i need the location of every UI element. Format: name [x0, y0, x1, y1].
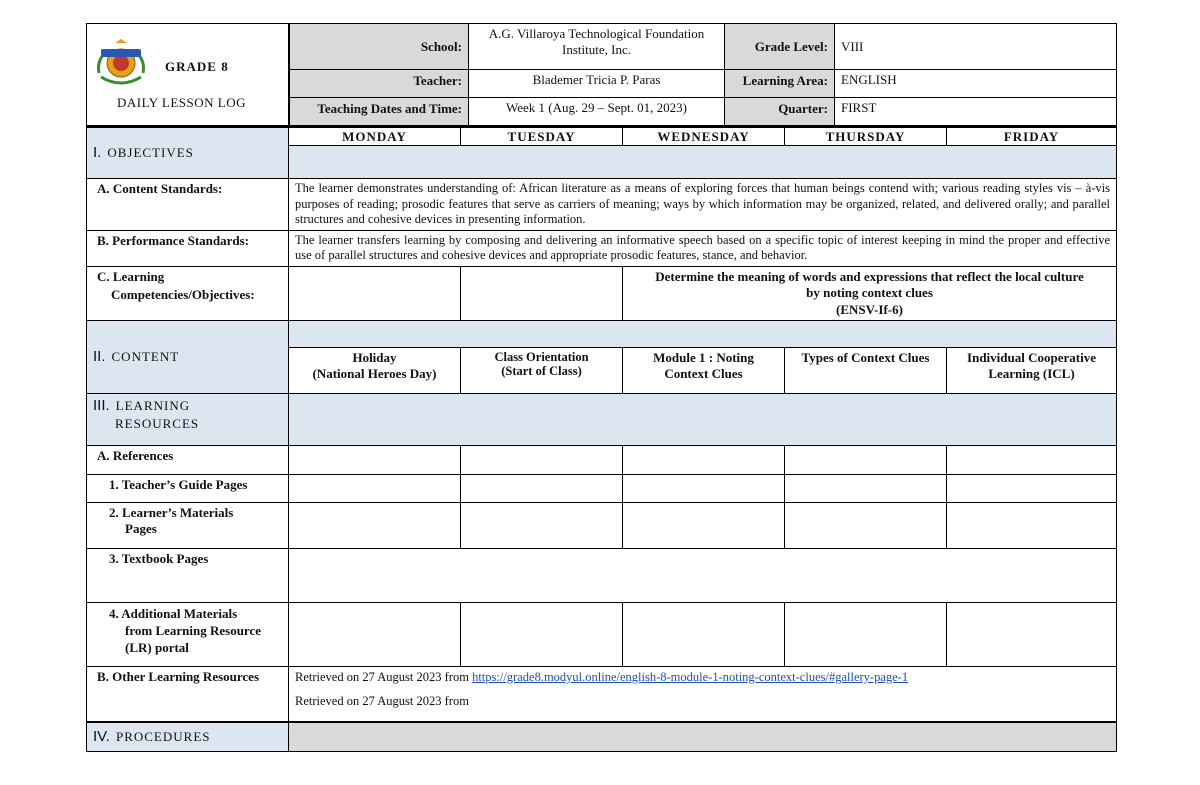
content-section-label — [87, 321, 289, 394]
content-thursday: Types of Context Clues — [785, 348, 947, 394]
dates-value: Week 1 (Aug. 29 – Sept. 01, 2023) — [469, 98, 725, 126]
competency-text — [623, 266, 1117, 321]
objectives-roman: I. — [93, 144, 102, 161]
content-friday-line2: Learning (ICL) — [988, 366, 1075, 381]
lesson-table — [86, 126, 1117, 752]
resources-title-line1: LEARNING — [115, 398, 191, 413]
competency-monday — [289, 266, 461, 321]
header-table — [86, 23, 1117, 126]
additional-materials-line2: from Learning Resource — [125, 623, 261, 638]
competencies-label-line1: C. Learning — [97, 268, 165, 284]
competencies-label-line2: Competencies/Objectives: — [111, 286, 255, 302]
competency-line2: by noting context clues — [806, 285, 933, 300]
school-value: A.G. Villaroya Technological Foundation Institute, Inc. — [469, 24, 725, 70]
additional-materials-line1: 4. Additional Materials — [109, 606, 238, 621]
day-monday: MONDAY — [289, 127, 461, 146]
content-tuesday — [461, 348, 623, 394]
teachers-guide-thursday — [785, 475, 947, 503]
day-tuesday: TUESDAY — [461, 127, 623, 146]
learning-area-label: Learning Area: — [725, 70, 835, 98]
additional-materials-monday — [289, 603, 461, 667]
objectives-shade-bar — [289, 146, 1117, 179]
learners-materials-wednesday — [623, 503, 785, 549]
day-friday: FRIDAY — [947, 127, 1117, 146]
teacher-label: Teacher: — [289, 70, 469, 98]
resource-link[interactable]: https://grade8.modyul.online/english-8-module-1-noting-context-clues/#gallery-page-1 — [472, 670, 909, 684]
retrieved-text-1: Retrieved on 27 August 2023 from — [295, 670, 473, 684]
dates-label: Teaching Dates and Time: — [289, 98, 469, 126]
content-shade-bar — [289, 321, 1117, 348]
school-seal-icon — [93, 39, 149, 89]
competency-code: (ENSV-If-6) — [836, 301, 903, 317]
learners-materials-label — [87, 503, 289, 549]
content-friday — [947, 348, 1117, 394]
content-title: CONTENT — [111, 349, 180, 364]
additional-materials-tuesday — [461, 603, 623, 667]
performance-standards-label: B. Performance Standards: — [87, 230, 289, 266]
grade-title: GRADE 8 — [165, 58, 229, 74]
additional-materials-thursday — [785, 603, 947, 667]
additional-materials-line3: (LR) portal — [125, 640, 189, 655]
content-wednesday — [623, 348, 785, 394]
resources-section-label — [87, 394, 289, 446]
content-roman: II. — [93, 348, 106, 365]
content-monday — [289, 348, 461, 394]
additional-materials-wednesday — [623, 603, 785, 667]
content-tuesday-line1: Class Orientation — [494, 350, 589, 364]
references-tuesday — [461, 446, 623, 475]
days-row — [87, 127, 1117, 146]
references-label: A. References — [87, 446, 289, 475]
procedures-roman: IV. — [93, 727, 110, 745]
quarter-label: Quarter: — [725, 98, 835, 126]
objectives-section-label — [87, 127, 289, 179]
performance-standards-text: The learner transfers learning by composing and delivering an informative speech based on a specific topic of interest keeping in mind the proper and effective use of parallel structures and cohesive devices and appropriate prosodic features, stance, and behavior. — [289, 230, 1117, 266]
other-resources-value — [289, 667, 1117, 722]
learners-materials-line2: Pages — [125, 521, 157, 536]
log-title: DAILY LESSON LOG — [117, 94, 246, 110]
procedures-shade-bar — [289, 722, 1117, 752]
learning-area-value: ENGLISH — [835, 70, 1117, 98]
resources-title-line2: RESOURCES — [115, 416, 200, 431]
teacher-value: Blademer Tricia P. Paras — [469, 70, 725, 98]
references-friday — [947, 446, 1117, 475]
objectives-title: OBJECTIVES — [107, 145, 194, 160]
learners-materials-monday — [289, 503, 461, 549]
learners-materials-thursday — [785, 503, 947, 549]
teachers-guide-friday — [947, 475, 1117, 503]
competencies-label — [87, 266, 289, 321]
resources-shade-bar — [289, 394, 1117, 446]
retrieved-text-2: Retrieved on 27 August 2023 from — [295, 694, 469, 708]
school-label: School: — [289, 24, 469, 70]
teachers-guide-label: 1. Teacher’s Guide Pages — [87, 475, 289, 503]
procedures-title: PROCEDURES — [115, 728, 211, 744]
lesson-log — [86, 23, 1116, 752]
learners-materials-tuesday — [461, 503, 623, 549]
content-monday-line1: Holiday — [352, 350, 397, 365]
content-wednesday-line1: Module 1 : Noting — [653, 350, 754, 365]
textbook-value — [289, 549, 1117, 603]
references-thursday — [785, 446, 947, 475]
learners-materials-friday — [947, 503, 1117, 549]
content-standards-text: The learner demonstrates understanding of: African literature as a means of exploring forces that human beings contend with; various reading styles vis – à-vis purposes of reading; prosodic features that serve as carriers of meaning; ways by which information may be organized, related, and delivered orally; and parallel structures and cohesive devices in presenting information. — [289, 179, 1117, 231]
competency-tuesday — [461, 266, 623, 321]
content-monday-line2: (National Heroes Day) — [312, 366, 437, 381]
content-standards-label: A. Content Standards: — [87, 179, 289, 231]
grade-level-value: VIII — [835, 24, 1117, 70]
teachers-guide-monday — [289, 475, 461, 503]
learners-materials-line1: 2. Learner’s Materials — [109, 505, 234, 520]
procedures-section-label — [87, 722, 289, 752]
header-logo-cell — [87, 24, 289, 126]
content-tuesday-line2: (Start of Class) — [501, 364, 582, 378]
references-monday — [289, 446, 461, 475]
textbook-label: 3. Textbook Pages — [87, 549, 289, 603]
content-wednesday-line2: Context Clues — [664, 366, 743, 381]
quarter-value: FIRST — [835, 98, 1117, 126]
day-thursday: THURSDAY — [785, 127, 947, 146]
grade-level-label: Grade Level: — [725, 24, 835, 70]
references-wednesday — [623, 446, 785, 475]
day-wednesday: WEDNESDAY — [623, 127, 785, 146]
resources-roman: III. — [93, 397, 110, 414]
additional-materials-label — [87, 603, 289, 667]
content-friday-line1: Individual Cooperative — [967, 350, 1096, 365]
teachers-guide-wednesday — [623, 475, 785, 503]
other-resources-label: B. Other Learning Resources — [87, 667, 289, 722]
teachers-guide-tuesday — [461, 475, 623, 503]
additional-materials-friday — [947, 603, 1117, 667]
competency-line1: Determine the meaning of words and expressions that reflect the local culture — [655, 268, 1084, 284]
